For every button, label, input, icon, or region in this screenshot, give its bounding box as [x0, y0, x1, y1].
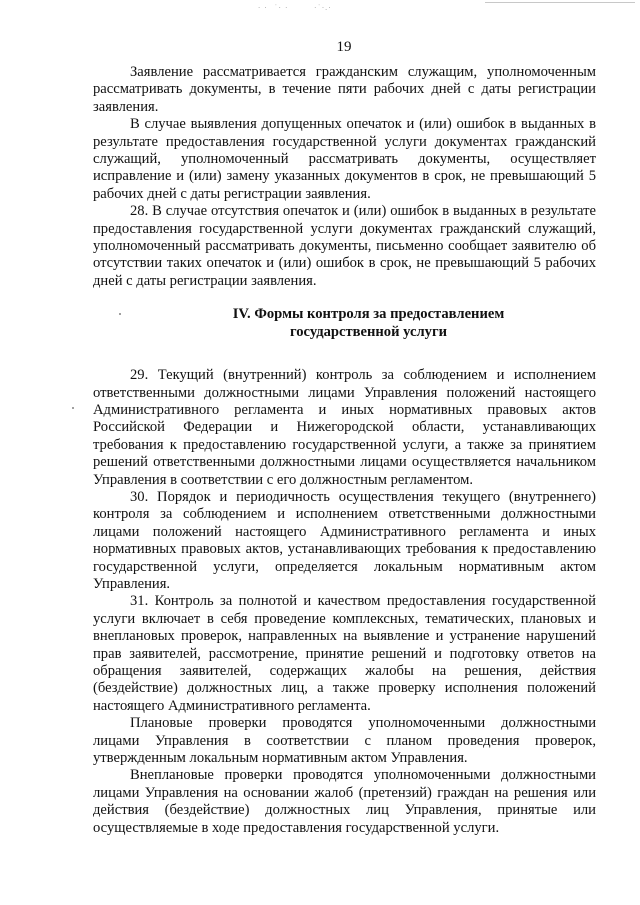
paragraph: Заявление рассматривается гражданским служащим, уполномоченным рассматривать документы, в течение пяти рабочих дней с даты регистрации заявления. [93, 64, 596, 115]
section-heading-line: IV. Формы контроля за предоставлением [232, 306, 505, 323]
paragraph: В случае выявления допущенных опечаток и (или) ошибок в выданных в результате предоставления государственной услуги документах гражданский служащий, уполномоченный рассматривать документы, осуществляет исправление и (или) замену указанных документов в срок, не превышающий 5 рабочих дней с даты регистрации заявления. [93, 116, 596, 202]
scan-edge-line [485, 2, 635, 3]
paragraph: Плановые проверки проводятся уполномоченными должностными лицами Управления в соответствии с планом проведения проверок, утвержденным локальным нормативным актом Управления. [93, 715, 596, 767]
scan-artifact: · · ˙· · ·˙·.· [258, 4, 332, 12]
document-body [93, 64, 596, 837]
paragraph: Внеплановые проверки проводятся уполномоченными должностными лицами Управления на основании жалоб (претензий) граждан на решения или действия (бездействие) должностных лиц Управления, принятые или осуществляемые в ходе предоставления государственной услуги. [93, 767, 596, 836]
paragraph: 29. Текущий (внутренний) контроль за соблюдением и исполнением ответственными должностными лицами Управления положений настоящего Административного регламента и иных нормативных правовых актов Российской Федерации и Нижегородской области, устанавливающих требования к предоставлению государственной услуги, а также за принятием решений ответственными должностными лицами осуществляется начальником Управления в соответствии с его должностным регламентом. [93, 367, 596, 488]
page-number: 19 [336, 39, 352, 55]
scan-speck [72, 407, 74, 409]
paragraph: 28. В случае отсутствия опечаток и (или) ошибок в выданных в результате предоставления государственной услуги документах гражданский служащий, уполномоченный рассматривать документы, письменно сообщает заявителю об отсутствии таких опечаток и (или) ошибок в срок, не превышающий 5 рабочих дней с даты регистрации заявления. [93, 203, 596, 289]
paragraph: 31. Контроль за полнотой и качеством предоставления государственной услуги включает в себя проведение комплексных, тематических, плановых и внеплановых проверок, направленных на выявление и устранение нарушений прав заявителей, рассмотрение, принятие решений и подготовку ответов на обращения заявителей, содержащих жалобы на решения, действия (бездействие) должностных лиц, а также проверку исполнения положений настоящего Административного регламента. [93, 593, 596, 714]
paragraph: 30. Порядок и периодичность осуществления текущего (внутреннего) контроля за соблюдением и исполнением ответственными должностными лицами положений настоящего Административного регламента и иных нормативных правовых актов, устанавливающих требования к предоставлению государственной услуги, определяется локальным нормативным актом Управления. [93, 488, 596, 592]
section-heading [93, 306, 596, 341]
section-heading-line: государственной услуги [289, 323, 448, 340]
